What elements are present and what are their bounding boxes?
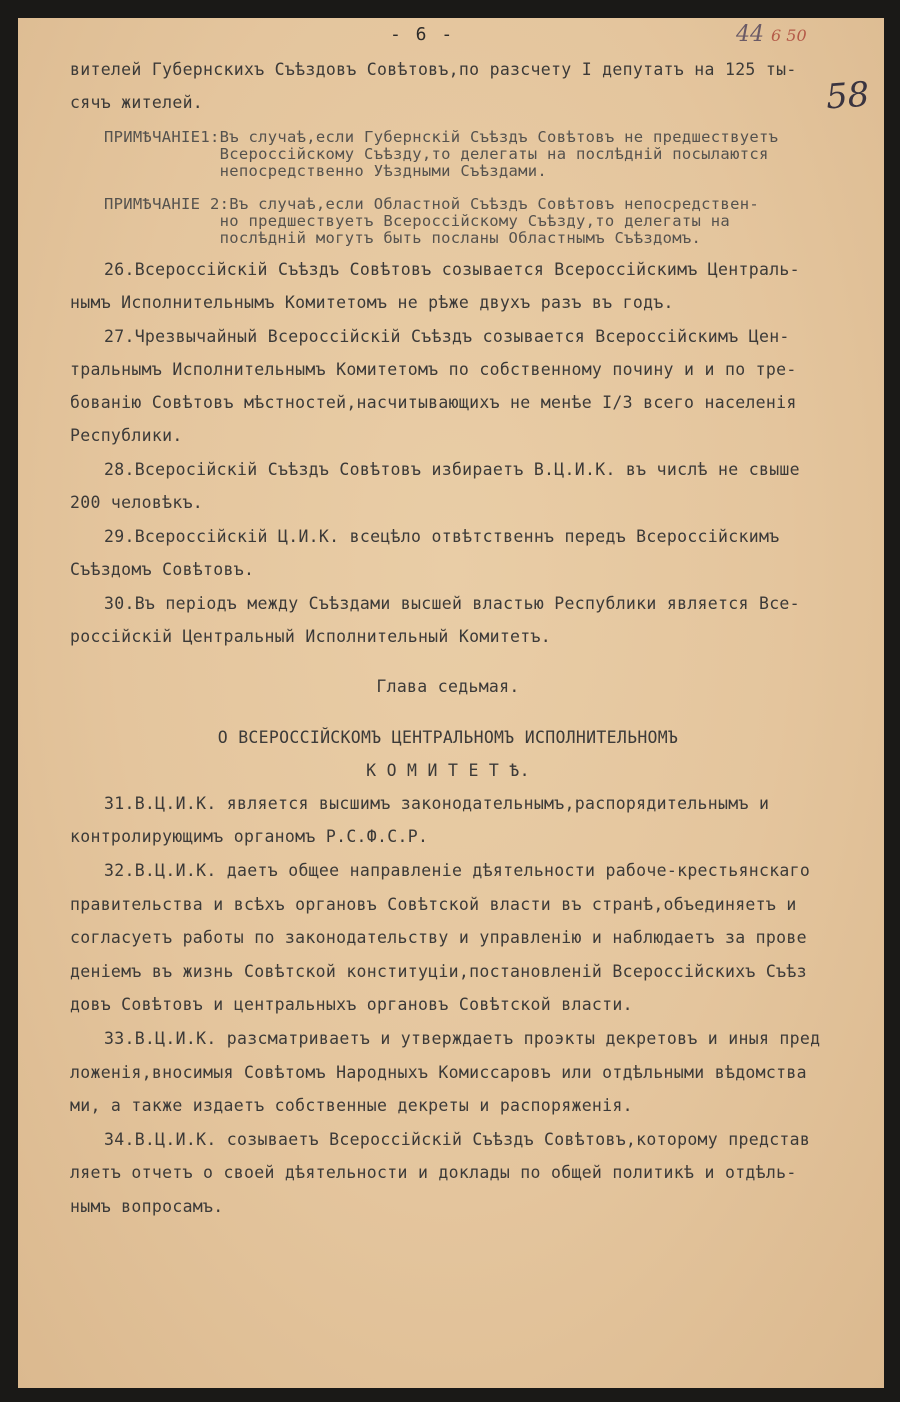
text-line: 26.Всероссійскій Съѣздъ Совѣтовъ созывается Всероссійскимъ Централь- xyxy=(104,260,800,279)
text-line: 27.Чрезвычайный Всероссійскій Съѣздъ созывается Всероссійскимъ Цен- xyxy=(104,327,790,346)
text-line: 31.В.Ц.И.К. является высшимъ законодательнымъ,распорядительнымъ и xyxy=(104,794,770,813)
text-line: деніемъ въ жизнь Совѣтской конституціи,постановленій Всероссійскихъ Съѣз xyxy=(70,962,807,981)
note-line: ПРИМѢЧАНІЕ 2:Въ случаѣ,если Областной Съѣздъ Совѣтовъ непосредствен- xyxy=(104,195,759,213)
text-line: ми, а также издаетъ собственные декреты и распоряженія. xyxy=(70,1096,633,1115)
text-line: 30.Въ періодъ между Съѣздами высшей властью Республики является Все- xyxy=(104,594,800,613)
text-line: нымъ Исполнительнымъ Комитетомъ не рѣже двухъ разъ въ годъ. xyxy=(70,293,674,312)
chapter-title: О ВСЕРОССІЙСКОМЪ ЦЕНТРАЛЬНОМЪ ИСПОЛНИТЕЛЬНОМЪ xyxy=(217,728,679,747)
text-line: вителей Губернскихъ Съѣздовъ Совѣтовъ,по разсчету I депутатъ на 125 ты- xyxy=(70,60,797,79)
archive-mark-red: 6 50 xyxy=(771,26,807,45)
archive-mark xyxy=(736,22,807,47)
text-line: 33.В.Ц.И.К. разсматриваетъ и утверждаетъ проэкты декретовъ и иныя пред xyxy=(104,1029,821,1048)
text-line: 29.Всероссійскій Ц.И.К. всецѣло отвѣтственнъ передъ Всероссійскимъ xyxy=(104,527,780,546)
note-line: Всероссійскому Съѣзду,то делегаты на послѣдній посылаются xyxy=(104,145,769,163)
text-line: 200 человѣкъ. xyxy=(70,493,204,512)
text-line: 32.В.Ц.И.К. даетъ общее направленіе дѣятельности рабоче-крестьянскаго xyxy=(104,861,811,880)
text-line: довъ Совѣтовъ и центральныхъ органовъ Совѣтской власти. xyxy=(70,995,633,1014)
page-number: - 6 - xyxy=(390,24,455,45)
text-line: россійскій Центральный Исполнительный Комитетъ. xyxy=(70,627,551,646)
text-line: 34.В.Ц.И.К. созываетъ Всероссійскій Съѣздъ Совѣтовъ,которому представ xyxy=(104,1130,811,1149)
text-line: Съѣздомъ Совѣтовъ. xyxy=(70,560,255,579)
text-line: контролирующимъ органомъ Р.С.Ф.С.Р. xyxy=(70,827,429,846)
text-line: ложенія,вносимыя Совѣтомъ Народныхъ Комиссаровъ или отдѣльными вѣдомства xyxy=(70,1063,807,1082)
note-line: ПРИМѢЧАНІЕ1:Въ случаѣ,если Губернскій Съѣздъ Совѣтовъ не предшествуетъ xyxy=(104,128,779,146)
text-line: нымъ вопросамъ. xyxy=(70,1197,224,1216)
text-line: 28.Всеросійскій Съѣздъ Совѣтовъ избираетъ В.Ц.И.К. въ числѣ не свыше xyxy=(104,460,800,479)
folio-number: 58 xyxy=(824,74,871,118)
note-line: непосредственно Уѣздными Съѣздами. xyxy=(104,162,548,180)
text-line: правительства и всѣхъ органовъ Совѣтской власти въ странѣ,объединяетъ и xyxy=(70,895,797,914)
text-line: ляетъ отчетъ о своей дѣятельности и доклады по общей политикѣ и отдѣль- xyxy=(70,1163,797,1182)
text-line: бованію Совѣтовъ мѣстностей,насчитывающихъ не менѣе I/3 всего населенія xyxy=(70,393,797,412)
text-line: Республики. xyxy=(70,426,183,445)
text-line: тральнымъ Исполнительнымъ Комитетомъ по собственному почину и и по тре- xyxy=(70,360,797,379)
note-line: послѣдній могутъ быть посланы Областнымъ Съѣздомъ. xyxy=(104,229,702,247)
archive-mark-pencil: 44 xyxy=(736,22,764,47)
text-line: сячъ жителей. xyxy=(70,93,204,112)
text-line: согласуетъ работы по законодательству и управленію и наблюдаетъ за прове xyxy=(70,928,807,947)
note-line: но предшествуетъ Всероссійскому Съѣзду,то делегаты на xyxy=(104,212,731,230)
chapter-heading: Глава седьмая. xyxy=(376,677,520,696)
chapter-title: К О М И Т Е Т Ѣ. xyxy=(366,761,530,780)
document-page xyxy=(18,18,884,1388)
